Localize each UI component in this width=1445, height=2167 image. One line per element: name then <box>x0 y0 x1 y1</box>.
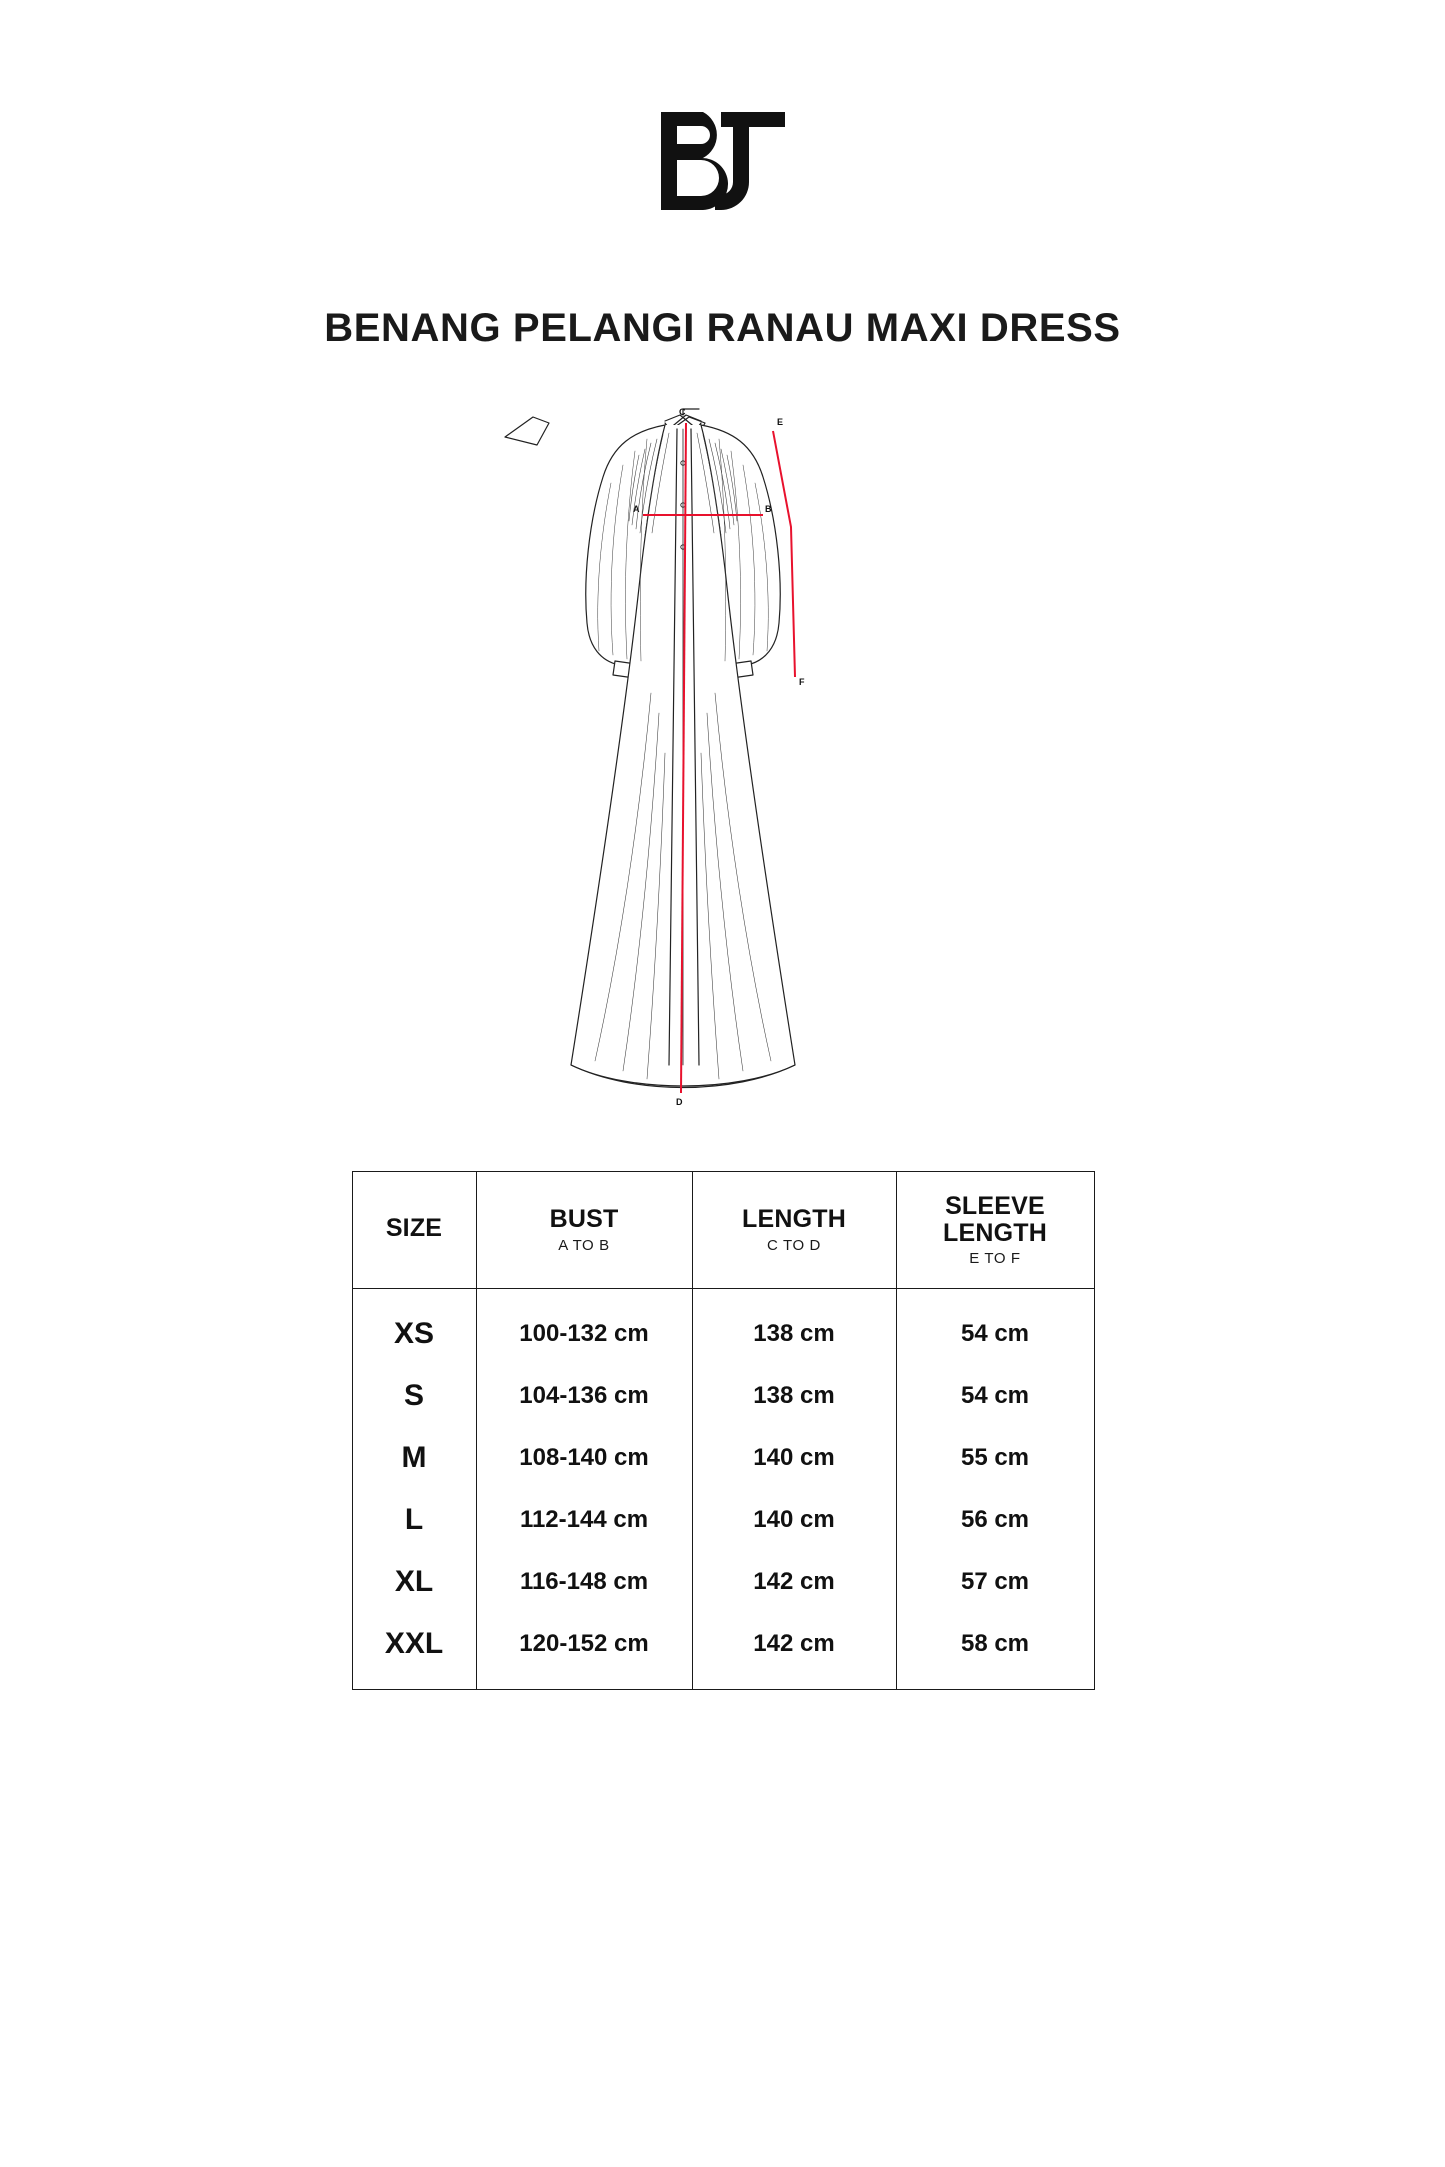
column-header-sleeve-main: SLEEVE LENGTH <box>943 1192 1047 1247</box>
cell-size: XL <box>352 1551 476 1613</box>
size-chart-table <box>352 1171 1095 1690</box>
marker-a: A <box>632 504 639 514</box>
cell-size: XS <box>352 1289 476 1366</box>
cell-length: 140 cm <box>692 1489 896 1551</box>
marker-e: E <box>776 417 783 427</box>
brand-logo <box>657 108 789 214</box>
cell-sleeve: 54 cm <box>896 1365 1094 1427</box>
cell-sleeve: 56 cm <box>896 1489 1094 1551</box>
cell-bust: 116-148 cm <box>476 1551 692 1613</box>
marker-f: F <box>798 677 804 687</box>
cell-length: 140 cm <box>692 1427 896 1489</box>
cell-length: 138 cm <box>692 1289 896 1366</box>
table-row <box>352 1427 1094 1489</box>
table-row <box>352 1289 1094 1366</box>
cell-sleeve: 55 cm <box>896 1427 1094 1489</box>
cell-sleeve: 54 cm <box>896 1289 1094 1366</box>
cell-length: 142 cm <box>692 1613 896 1690</box>
marker-d: D <box>675 1097 682 1107</box>
table-row <box>352 1613 1094 1690</box>
column-header-sleeve <box>896 1172 1094 1289</box>
cell-length: 138 cm <box>692 1365 896 1427</box>
page-title: BENANG PELANGI RANAU MAXI DRESS <box>324 306 1121 350</box>
column-header-length-main: LENGTH <box>742 1205 846 1234</box>
column-header-length <box>692 1172 896 1289</box>
dress-illustration <box>0 393 1445 1153</box>
column-header-size <box>352 1172 476 1289</box>
cell-size: L <box>352 1489 476 1551</box>
table-row <box>352 1551 1094 1613</box>
table-row <box>352 1489 1094 1551</box>
cell-bust: 100-132 cm <box>476 1289 692 1366</box>
column-header-bust <box>476 1172 692 1289</box>
column-header-bust-sub: A TO B <box>558 1236 610 1254</box>
cell-bust: 108-140 cm <box>476 1427 692 1489</box>
cell-bust: 104-136 cm <box>476 1365 692 1427</box>
marker-b: B <box>764 504 771 514</box>
column-header-length-sub: C TO D <box>767 1236 821 1254</box>
bj-monogram-logo <box>657 108 789 214</box>
marker-c: C <box>678 407 685 417</box>
cell-size: S <box>352 1365 476 1427</box>
cell-size: M <box>352 1427 476 1489</box>
cell-size: XXL <box>352 1613 476 1690</box>
table-header-row <box>352 1172 1094 1289</box>
size-table-wrap <box>352 1171 1094 1690</box>
cell-sleeve: 57 cm <box>896 1551 1094 1613</box>
maxi-dress-technical-drawing <box>443 393 1003 1133</box>
cell-bust: 120-152 cm <box>476 1613 692 1690</box>
cell-length: 142 cm <box>692 1551 896 1613</box>
table-row <box>352 1365 1094 1427</box>
cell-sleeve: 58 cm <box>896 1613 1094 1690</box>
column-header-bust-main: BUST <box>549 1205 619 1234</box>
column-header-size-main: SIZE <box>385 1213 443 1242</box>
cell-bust: 112-144 cm <box>476 1489 692 1551</box>
column-header-sleeve-sub: E TO F <box>969 1249 1021 1267</box>
